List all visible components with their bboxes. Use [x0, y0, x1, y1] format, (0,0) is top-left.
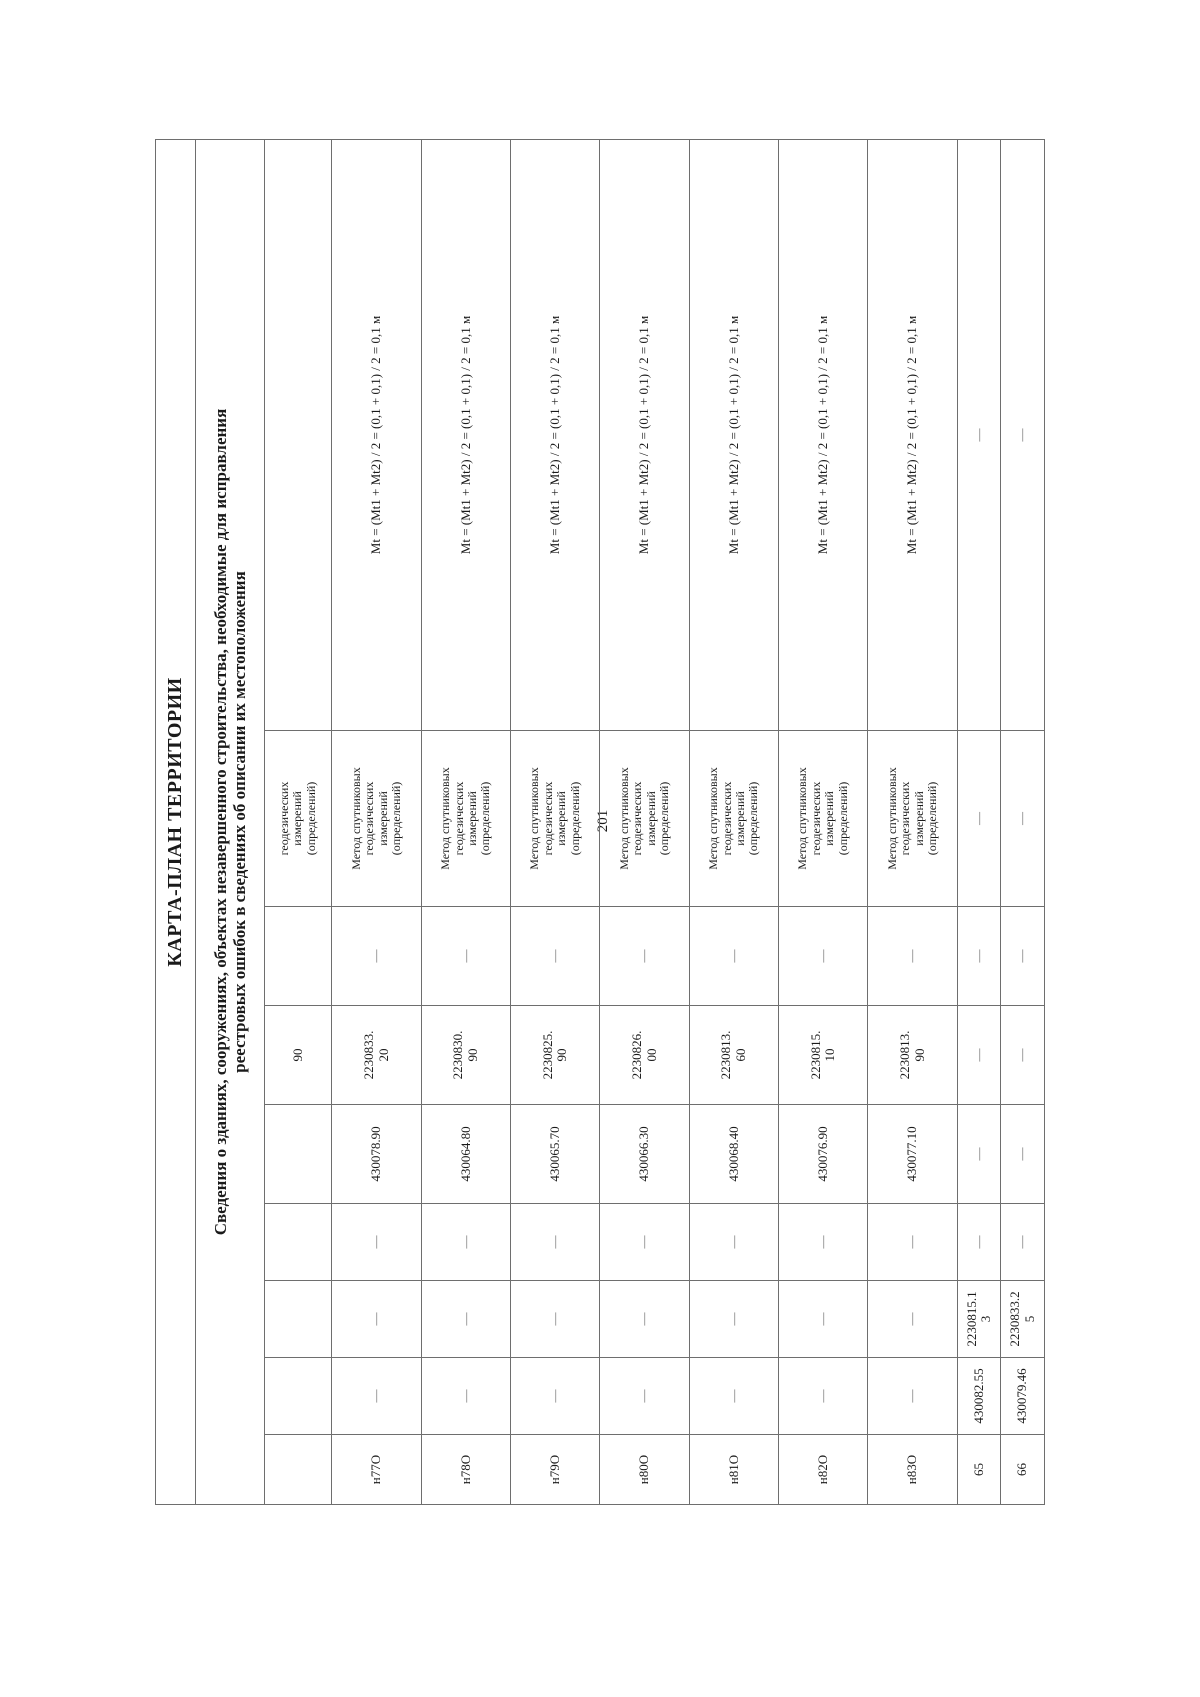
sheet-title-row: [156, 139, 196, 1504]
section-title: [196, 139, 265, 1504]
cell-point: н80О: [600, 1435, 689, 1505]
cell-method: —: [957, 731, 1001, 907]
cell-x-new: 430076.90: [779, 1105, 868, 1204]
cell-y-new: 2230826. 00: [600, 1006, 689, 1105]
page-number: 201: [595, 809, 611, 833]
cell-delta: —: [332, 907, 421, 1006]
cell-y-old: 2230815.1 3: [957, 1281, 1001, 1358]
cell-x-old: —: [689, 1358, 778, 1435]
cell-x-new: 430077.10: [868, 1105, 957, 1204]
cell-y-old: —: [332, 1281, 421, 1358]
cell-delta: —: [511, 907, 600, 1006]
table-row: [868, 139, 957, 1504]
cell-dx: —: [600, 1204, 689, 1281]
cell-point: 66: [1001, 1435, 1045, 1505]
section-title-line-1: Сведения о зданиях, сооружениях, объектах незавершенного строительства, необходимые для исправления: [211, 408, 231, 1236]
cell-method: Метод спутниковых геодезических измерений (определений): [421, 731, 510, 907]
sheet-title: КАРТА-ПЛАН ТЕРРИТОРИИ: [156, 139, 196, 1504]
y-new-fragment: 90: [264, 1006, 332, 1105]
cell-point: н83О: [868, 1435, 957, 1505]
cell-x-new: 430068.40: [689, 1105, 778, 1204]
cell-y-old: —: [868, 1281, 957, 1358]
cell-formula: Mt = (Mt1 + Mt2) / 2 = (0,1 + 0,1) / 2 = 0,1 м: [421, 139, 510, 730]
cell-delta: —: [421, 907, 510, 1006]
cell-dx: —: [421, 1204, 510, 1281]
cell-x-old: —: [511, 1358, 600, 1435]
cell-formula: Mt = (Mt1 + Mt2) / 2 = (0,1 + 0,1) / 2 = 0,1 м: [689, 139, 778, 730]
cell-y-new: 2230833. 20: [332, 1006, 421, 1105]
cell-x-old: 430079.46: [1001, 1358, 1045, 1435]
cell-y-old: —: [511, 1281, 600, 1358]
cell-y-new: 2230830. 90: [421, 1006, 510, 1105]
cell-point: 65: [957, 1435, 1001, 1505]
cell-formula: Mt = (Mt1 + Mt2) / 2 = (0,1 + 0,1) / 2 = 0,1 м: [779, 139, 868, 730]
table-row: [1001, 139, 1045, 1504]
cell-x-old: —: [600, 1358, 689, 1435]
cell-y-old: —: [689, 1281, 778, 1358]
cell-x-new: 430066.30: [600, 1105, 689, 1204]
cell-x-old: —: [868, 1358, 957, 1435]
cell-delta: —: [600, 907, 689, 1006]
cell-formula: Mt = (Mt1 + Mt2) / 2 = (0,1 + 0,1) / 2 = 0,1 м: [332, 139, 421, 730]
cell-method: Метод спутниковых геодезических измерений (определений): [332, 731, 421, 907]
cell-formula: —: [1001, 139, 1045, 730]
cell-x-new: —: [1001, 1105, 1045, 1204]
cell-dx: —: [868, 1204, 957, 1281]
cell-method: Метод спутниковых геодезических измерений (определений): [511, 731, 600, 907]
cell-y-new: 2230813. 90: [868, 1006, 957, 1105]
cell-y-old: —: [421, 1281, 510, 1358]
section-title-line-2: реестровых ошибок в сведениях об описании их местоположения: [230, 571, 250, 1073]
cell-x-old: —: [779, 1358, 868, 1435]
cell-y-new: 2230825. 90: [511, 1006, 600, 1105]
cell-dx: —: [511, 1204, 600, 1281]
cell-y-new: —: [957, 1006, 1001, 1105]
cell-point: н79О: [511, 1435, 600, 1505]
table-row: [957, 139, 1001, 1504]
cell-dx: —: [332, 1204, 421, 1281]
cell-x-old: —: [332, 1358, 421, 1435]
cell-y-new: —: [1001, 1006, 1045, 1105]
cell-x-new: 430065.70: [511, 1105, 600, 1204]
cell-method: —: [1001, 731, 1045, 907]
cell-y-new: 2230815. 10: [779, 1006, 868, 1105]
rotated-sheet: [155, 140, 1045, 1505]
table-rows: [332, 139, 1045, 1504]
cell-formula: Mt = (Mt1 + Mt2) / 2 = (0,1 + 0,1) / 2 = 0,1 м: [868, 139, 957, 730]
cell-delta: —: [868, 907, 957, 1006]
cell-delta: —: [957, 907, 1001, 1006]
cell-dx: —: [1001, 1204, 1045, 1281]
method-fragment: геодезических измерений (определений): [264, 731, 332, 907]
cell-x-old: 430082.55: [957, 1358, 1001, 1435]
coordinates-table: [155, 139, 1045, 1505]
cell-formula: Mt = (Mt1 + Mt2) / 2 = (0,1 + 0,1) / 2 = 0,1 м: [600, 139, 689, 730]
table-row: [332, 139, 421, 1504]
cell-y-old: —: [600, 1281, 689, 1358]
cell-formula: Mt = (Mt1 + Mt2) / 2 = (0,1 + 0,1) / 2 = 0,1 м: [511, 139, 600, 730]
cell-delta: —: [1001, 907, 1045, 1006]
cell-y-old: —: [779, 1281, 868, 1358]
cell-point: н78О: [421, 1435, 510, 1505]
cell-x-new: 430078.90: [332, 1105, 421, 1204]
cell-dx: —: [779, 1204, 868, 1281]
cell-x-old: —: [421, 1358, 510, 1435]
table-row: [600, 139, 689, 1504]
cell-x-new: 430064.80: [421, 1105, 510, 1204]
cell-x-new: —: [957, 1105, 1001, 1204]
table-row: [779, 139, 868, 1504]
cell-point: н77О: [332, 1435, 421, 1505]
section-title-row: [196, 139, 265, 1504]
cell-method: Метод спутниковых геодезических измерений (определений): [600, 731, 689, 907]
cell-dx: —: [957, 1204, 1001, 1281]
table-row: [689, 139, 778, 1504]
cell-delta: —: [779, 907, 868, 1006]
cell-y-old: 2230833.2 5: [1001, 1281, 1045, 1358]
cell-point: н82О: [779, 1435, 868, 1505]
table-row: [511, 139, 600, 1504]
cell-point: н81О: [689, 1435, 778, 1505]
cell-formula: —: [957, 139, 1001, 730]
cell-delta: —: [689, 907, 778, 1006]
cell-dx: —: [689, 1204, 778, 1281]
cell-method: Метод спутниковых геодезических измерений (определений): [689, 731, 778, 907]
table-row: [421, 139, 510, 1504]
table-row-continuation: [264, 139, 332, 1504]
cell-method: Метод спутниковых геодезических измерений (определений): [868, 731, 957, 907]
cell-y-new: 2230813. 60: [689, 1006, 778, 1105]
cell-method: Метод спутниковых геодезических измерений (определений): [779, 731, 868, 907]
